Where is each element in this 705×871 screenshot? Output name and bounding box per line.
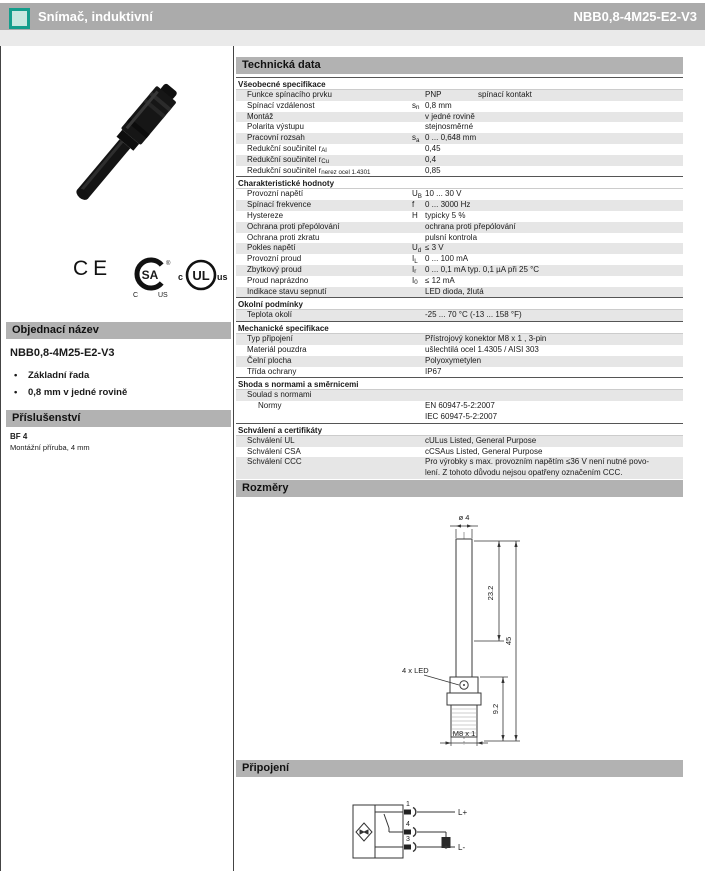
spec-row xyxy=(236,243,683,254)
spec-label-subscript: Cu xyxy=(321,158,330,166)
spec-row xyxy=(236,155,683,166)
order-code: NBB0,8-4M25-E2-V3 xyxy=(10,347,115,359)
spec-value: Polyoxymetylen xyxy=(425,355,482,365)
brand-square-icon xyxy=(9,8,30,29)
dimension-drawing xyxy=(380,505,560,755)
spec-label: Proud naprázdno xyxy=(247,275,309,285)
spec-section-header: Okolní podmínky xyxy=(236,297,683,310)
product-code-header: NBB0,8-4M25-E2-V3 xyxy=(573,9,697,24)
spec-label: Normy xyxy=(258,401,282,411)
spec-value: 0 ... 0,1 mA typ. 0,1 µA při 25 °C xyxy=(425,264,540,274)
spec-symbol: $s_n$ xyxy=(412,100,420,112)
tech-table xyxy=(236,77,683,479)
spec-row xyxy=(236,166,683,177)
spec-value-secondary: spínací kontakt xyxy=(478,90,532,99)
spec-value: 0,85 xyxy=(425,165,441,175)
spec-label: Schválení UL xyxy=(247,435,295,445)
spec-symbol: $I_r$ xyxy=(412,264,417,276)
spec-value: 0,4 xyxy=(425,154,437,164)
spec-section-header: Shoda s normami a směrnicemi xyxy=(236,377,683,390)
spec-label-subscript: nerez ocel 1.4301 xyxy=(321,169,371,177)
pin-connector-icons xyxy=(404,808,416,852)
ul-c-label: c xyxy=(178,272,184,282)
spec-value: cCSAus Listed, General Purpose xyxy=(425,446,543,456)
spec-value: 0 ... 3000 Hz xyxy=(425,200,471,210)
spec-label: Spínací frekvence xyxy=(247,200,312,210)
spec-value: ≤ 12 mA xyxy=(425,275,455,285)
page-left-rule xyxy=(0,46,1,871)
spec-row xyxy=(236,436,683,447)
supply-plus-label: L+ xyxy=(458,808,468,817)
spec-value: pulsní kontrola xyxy=(425,232,478,242)
page-title: Snímač, induktivní xyxy=(38,9,153,24)
spec-label: Schválení CCC xyxy=(247,457,302,467)
csa-letters: SA xyxy=(141,268,159,282)
spec-value: -25 ... 70 °C (-13 ... 158 °F) xyxy=(425,310,522,320)
spec-label: Zbytkový proud xyxy=(247,264,302,274)
spec-value: ≤ 3 V xyxy=(425,243,444,253)
spec-label-subscript: Al xyxy=(321,147,327,155)
product-photo xyxy=(45,68,205,228)
connection-header: Připojení xyxy=(236,760,683,777)
spec-row xyxy=(236,367,683,378)
dim-thread-label: M8 x 1 xyxy=(452,729,476,738)
spec-value: PNP xyxy=(425,90,442,99)
spec-symbol-subscript: L xyxy=(414,257,418,265)
bullet-dot-icon: • xyxy=(14,387,18,398)
pin-number-1: 1 xyxy=(406,801,410,808)
spec-label: Typ připojení xyxy=(247,334,293,344)
spec-value: 10 ... 30 V xyxy=(425,189,462,199)
pin-number-4: 4 xyxy=(406,821,410,828)
dimensions-header: Rozměry xyxy=(236,480,683,497)
spec-label: Redukční součinitel $r_{Cu}$ xyxy=(247,154,330,166)
spec-value: LED dioda, žlutá xyxy=(425,286,484,296)
spec-label: Funkce spínacího prvku xyxy=(247,90,332,99)
spec-label: Indikace stavu sepnutí xyxy=(247,286,327,296)
connection-diagram xyxy=(340,795,570,871)
spec-row xyxy=(236,265,683,276)
spec-label: Teplota okolí xyxy=(247,310,292,320)
spec-symbol: $I_0$ xyxy=(412,275,418,287)
spec-value: Přístrojový konektor M8 x 1 , 3-pin xyxy=(425,334,547,344)
spec-value: typicky 5 % xyxy=(425,210,466,220)
spec-label: Soulad s normami xyxy=(247,390,312,400)
ul-letters: UL xyxy=(192,268,210,283)
spec-row xyxy=(236,101,683,112)
spec-symbol-subscript: B xyxy=(417,192,422,200)
spec-value: 0,8 mm xyxy=(425,100,452,110)
spec-row xyxy=(236,310,683,321)
dim-diameter-label: ø 4 xyxy=(458,513,470,522)
spec-symbol: H xyxy=(412,210,418,220)
csa-registered-mark: ® xyxy=(166,261,171,267)
spec-row xyxy=(236,133,683,144)
dim-led-label: 4 x LED xyxy=(402,666,429,675)
ul-logo xyxy=(174,257,228,297)
ce-logo: CE xyxy=(73,257,113,280)
spec-row xyxy=(236,457,683,479)
spec-row xyxy=(236,345,683,356)
csa-c-label: C xyxy=(133,292,139,299)
spec-symbol: $U_B$ xyxy=(412,189,422,200)
spec-row xyxy=(236,122,683,133)
spec-symbol: $I_L$ xyxy=(412,254,418,265)
bullet-dot-icon: • xyxy=(14,370,18,381)
feature-bullet-label: 0,8 mm v jedné rovině xyxy=(28,387,128,398)
spec-row xyxy=(236,90,683,101)
spec-label: Polarita výstupu xyxy=(247,122,304,132)
spec-symbol: $s_a$ xyxy=(412,133,420,144)
spec-label: Materiál pouzdra xyxy=(247,344,307,354)
spec-label: Pokles napětí xyxy=(247,243,296,253)
spec-symbol-subscript: n xyxy=(416,104,420,112)
feature-bullet-label: Základní řada xyxy=(28,370,90,381)
spec-value: ušlechtilá ocel 1.4305 / AISI 303 xyxy=(425,344,539,354)
spec-label: Hystereze xyxy=(247,210,284,220)
spec-section-header: Schválení a certifikáty xyxy=(236,423,683,436)
spec-row xyxy=(236,233,683,244)
spec-row xyxy=(236,222,683,233)
spec-value: 0 ... 100 mA xyxy=(425,254,469,264)
spec-section-header: Mechanické specifikace xyxy=(236,321,683,334)
spec-label: Čelní plocha xyxy=(247,355,292,365)
spec-symbol-subscript: d xyxy=(417,246,422,254)
spec-value: cULus Listed, General Purpose xyxy=(425,435,537,445)
spec-row xyxy=(236,144,683,155)
spec-label: Třída ochrany xyxy=(247,366,297,376)
ul-us-label: us xyxy=(217,272,228,282)
accessory-name: BF 4 xyxy=(10,432,28,441)
spec-symbol-subscript: 0 xyxy=(414,279,418,287)
spec-label: Ochrana proti přepólování xyxy=(247,221,340,231)
spec-value: 0,45 xyxy=(425,143,441,153)
supply-minus-label: L- xyxy=(458,843,466,852)
feature-bullet xyxy=(14,370,89,381)
spec-label: Pracovní rozsah xyxy=(247,133,305,143)
spec-row xyxy=(236,390,683,401)
spec-value: v jedné rovině xyxy=(425,111,475,121)
spec-label: Schválení CSA xyxy=(247,446,301,456)
header-sub-band xyxy=(0,30,705,46)
spec-section-header: Všeobecné specifikace xyxy=(236,77,683,90)
spec-value: 0 ... 0,648 mm xyxy=(425,133,477,143)
spec-value: Pro výrobky s max. provozním napětím ≤36 V není nutné povo- lení. Z tohoto důvodu nejsou opatřeny označením CCC. xyxy=(425,457,650,478)
spec-label: Spínací vzdálenost xyxy=(247,100,315,110)
spec-row xyxy=(236,276,683,287)
spec-row xyxy=(236,287,683,298)
column-divider-rule xyxy=(233,46,234,871)
spec-row xyxy=(236,254,683,265)
spec-value xyxy=(425,390,683,401)
spec-symbol: $U_d$ xyxy=(412,243,422,254)
feature-bullet xyxy=(14,387,127,398)
order-name-header: Objednací název xyxy=(6,322,231,339)
spec-label: Provozní napětí xyxy=(247,189,304,199)
spec-value: ochrana proti přepólování xyxy=(425,221,516,231)
spec-row xyxy=(236,211,683,222)
pin-number-3: 3 xyxy=(406,836,410,843)
spec-value: stejnosměrné xyxy=(425,122,474,132)
csa-us-label: US xyxy=(158,292,168,299)
spec-value: EN 60947-5-2:2007 IEC 60947-5-2:2007 xyxy=(425,401,498,421)
technical-data-header: Technická data xyxy=(236,57,683,74)
spec-row xyxy=(236,189,683,200)
dim-barrel-length-label: 23.2 xyxy=(486,585,495,601)
accessory-description: Montážní příruba, 4 mm xyxy=(10,443,90,452)
spec-label: Provozní proud xyxy=(247,254,302,264)
spec-label: Ochrana proti zkratu xyxy=(247,232,320,242)
dim-connector-length-label: 9.2 xyxy=(491,703,500,715)
csa-logo xyxy=(128,255,174,299)
dim-total-length-label: 45 xyxy=(504,636,513,646)
spec-row xyxy=(236,401,683,423)
inductive-sensor-symbol-icon xyxy=(356,823,372,841)
spec-row xyxy=(236,334,683,345)
spec-row xyxy=(236,356,683,367)
spec-label: Montáž xyxy=(247,111,274,121)
spec-row xyxy=(236,112,683,123)
spec-symbol-subscript: r xyxy=(414,268,417,276)
spec-row xyxy=(236,447,683,458)
spec-symbol: f xyxy=(412,200,415,210)
spec-value: IP67 xyxy=(425,366,442,376)
spec-label: Redukční součinitel $r_{nerez ocel 1.4301}$ xyxy=(247,165,371,177)
spec-label: Redukční součinitel $r_{Al}$ xyxy=(247,143,327,155)
spec-section-header: Charakteristické hodnoty xyxy=(236,176,683,189)
spec-symbol-subscript: a xyxy=(416,136,420,144)
accessories-header: Příslušenství xyxy=(6,410,231,427)
spec-row xyxy=(236,200,683,211)
